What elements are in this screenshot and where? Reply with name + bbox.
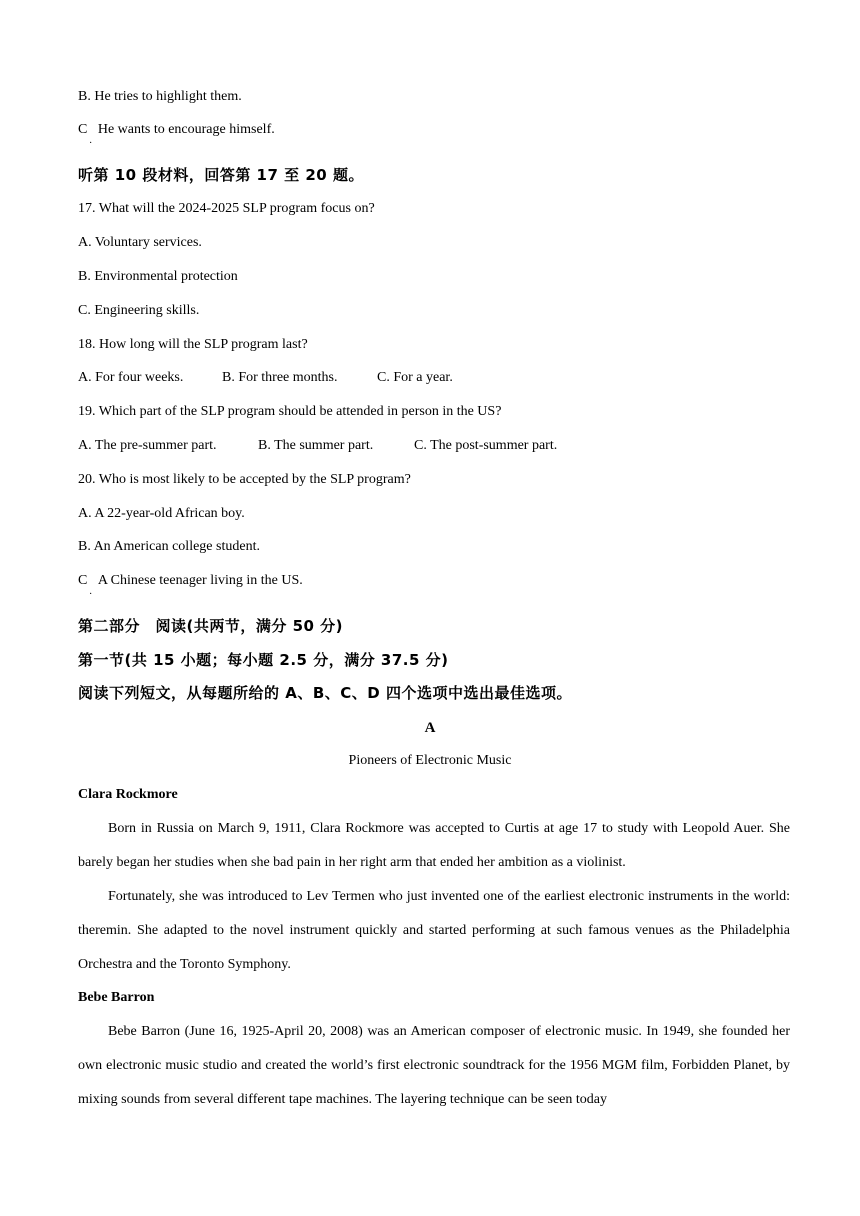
q20-option-a: A. A 22-year-old African boy.	[78, 506, 245, 521]
part2-header: 第二部分 阅读(共两节，满分 50 分)	[78, 617, 344, 635]
option-letter: C	[78, 122, 88, 137]
option-text: A Chinese teenager living in the US.	[97, 573, 303, 588]
q20-option-b: B. An American college student.	[78, 539, 260, 554]
q20-option-c	[78, 572, 303, 590]
q20-question: 20. Who is most likely to be accepted by the SLP program?	[78, 472, 411, 487]
q18-question: 18. How long will the SLP program last?	[78, 337, 308, 352]
clara-paragraph-1: Born in Russia on March 9, 1911, Clara Rockmore was accepted to Curtis at age 17 to study with Leopold Auer. She barely began her studies when she bad pain in her right arm that ended her ambition as a violinist.	[78, 821, 790, 870]
passage-letter: A	[424, 720, 436, 736]
q18-option-a: A. For four weeks.	[78, 370, 184, 385]
option-dot-mark: ·	[89, 589, 93, 600]
clara-heading: Clara Rockmore	[78, 787, 178, 802]
q18-option-b: B. For three months.	[222, 370, 338, 385]
q19-option-b: B. The summer part.	[258, 438, 374, 453]
q19-option-c: C. The post-summer part.	[414, 438, 558, 453]
q18-option-c: C. For a year.	[377, 370, 453, 385]
q17-option-a: A. Voluntary services.	[78, 235, 202, 250]
option-letter: C	[78, 573, 88, 588]
section1-header: 第一节(共 15 小题；每小题 2.5 分，满分 37.5 分)	[78, 651, 449, 669]
bebe-heading: Bebe Barron	[78, 990, 155, 1005]
q17-option-c: C. Engineering skills.	[78, 303, 200, 318]
option-text: He wants to encourage himself.	[97, 122, 275, 137]
q16-option-c	[78, 121, 275, 139]
section10-header: 听第 10 段材料，回答第 17 至 20 题。	[78, 166, 364, 184]
passage-title: Pioneers of Electronic Music	[348, 753, 512, 768]
q17-option-b: B. Environmental protection	[78, 269, 238, 284]
bebe-paragraph-1: Bebe Barron (June 16, 1925-April 20, 2008) was an American composer of electronic music. In 1949, she founded her own electronic music studio and created the world’s first electronic soundtrack for the 1956 MGM film, Forbidden Planet, by mixing sounds from several different tape machines. The layering technique can be seen today	[78, 1024, 790, 1107]
q17-question: 17. What will the 2024-2025 SLP program focus on?	[78, 201, 375, 216]
q19-options	[78, 437, 557, 455]
option-dot-mark: ·	[89, 138, 93, 149]
q18-options	[78, 369, 453, 387]
q19-question: 19. Which part of the SLP program should be attended in person in the US?	[78, 404, 502, 419]
clara-paragraph-2: Fortunately, she was introduced to Lev Termen who just invented one of the earliest electronic instruments in the world: theremin. She adapted to the novel instrument quickly and started performing at such famous venues as the Philadelphia Orchestra and the Toronto Symphony.	[78, 889, 790, 972]
reading-instructions: 阅读下列短文，从每题所给的 A、B、C、D 四个选项中选出最佳选项。	[78, 684, 572, 702]
q16-option-b: B. He tries to highlight them.	[78, 89, 242, 104]
q19-option-a: A. The pre-summer part.	[78, 438, 217, 453]
